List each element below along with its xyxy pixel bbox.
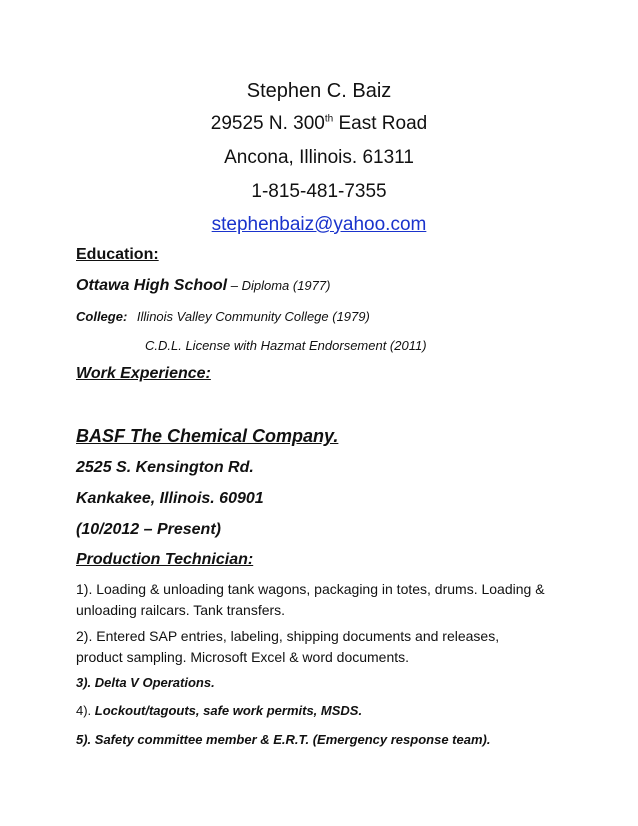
address-number: 29525 N. 300 xyxy=(210,113,325,134)
city-line: Ancona, Illinois. 61311 xyxy=(224,147,414,168)
college-detail: Illinois Valley Community College (1979) xyxy=(136,309,370,324)
duty-item-1: 1). Loading & unloading tank wagons, packaging in totes, drums. Loading & unloading railcars. Tank transfers. xyxy=(76,581,545,618)
address-ordinal: th xyxy=(324,113,334,125)
high-school-name: Ottawa High School xyxy=(76,277,228,294)
company-city: Kankakee, Illinois. 60901 xyxy=(76,490,264,507)
duty-item-4-number: 4). xyxy=(76,703,95,718)
college-line xyxy=(76,309,370,324)
resume-name: Stephen C. Baiz xyxy=(246,80,392,102)
license-line: C.D.L. License with Hazmat Endorsement (2011) xyxy=(145,338,427,353)
phone-line: 1-815-481-7355 xyxy=(251,181,387,202)
address-rest: East Road xyxy=(333,113,428,134)
college-label: College: xyxy=(76,309,128,324)
duty-item-4-text: Lockout/tagouts, safe work permits, MSDS. xyxy=(94,703,363,718)
duty-item-5: 5). Safety committee member & E.R.T. (Emergency response team). xyxy=(76,732,491,747)
duty-item-2: 2). Entered SAP entries, labeling, shipping documents and releases, product sampling. Microsoft Excel & word documents. xyxy=(76,628,500,665)
address-line xyxy=(0,113,638,135)
work-heading: Work Experience: xyxy=(76,365,211,382)
job-title: Production Technician: xyxy=(76,551,254,568)
duty-item-4 xyxy=(76,703,362,718)
high-school-detail: – Diploma (1977) xyxy=(227,278,331,293)
employment-dates: (10/2012 – Present) xyxy=(76,521,221,538)
email-link[interactable]: stephenbaiz@yahoo.com xyxy=(211,214,427,235)
education-heading: Education: xyxy=(76,246,159,263)
high-school-line xyxy=(76,277,330,295)
duty-item-3: 3). Delta V Operations. xyxy=(76,675,215,690)
company-name: BASF The Chemical Company. xyxy=(76,426,339,446)
email-line xyxy=(0,214,638,236)
company-street: 2525 S. Kensington Rd. xyxy=(76,459,254,476)
